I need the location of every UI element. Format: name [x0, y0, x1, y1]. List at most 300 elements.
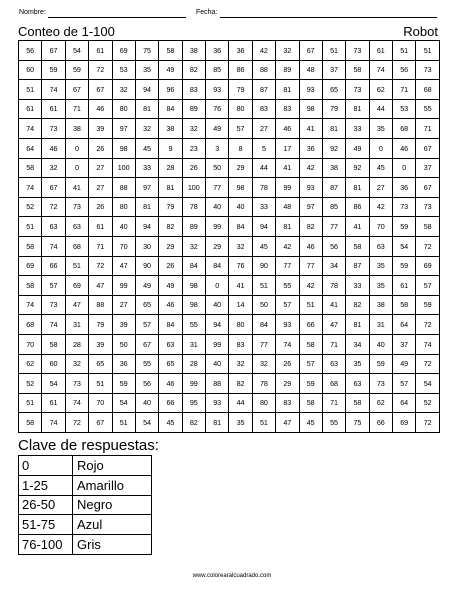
grid-cell[interactable]: 44 [369, 99, 392, 119]
grid-cell[interactable]: 75 [135, 41, 158, 61]
grid-cell[interactable]: 66 [299, 315, 322, 335]
grid-cell[interactable]: 72 [65, 413, 88, 433]
grid-cell[interactable]: 84 [206, 256, 229, 276]
grid-cell[interactable]: 90 [135, 256, 158, 276]
grid-cell[interactable]: 74 [42, 80, 65, 100]
grid-cell[interactable]: 34 [346, 334, 369, 354]
grid-cell[interactable]: 77 [206, 178, 229, 198]
grid-cell[interactable]: 53 [393, 99, 416, 119]
grid-cell[interactable]: 83 [252, 99, 275, 119]
grid-cell[interactable]: 72 [89, 256, 112, 276]
grid-cell[interactable]: 58 [42, 334, 65, 354]
grid-cell[interactable]: 89 [182, 217, 205, 237]
grid-cell[interactable]: 81 [346, 178, 369, 198]
grid-cell[interactable]: 87 [346, 256, 369, 276]
grid-cell[interactable]: 26 [276, 354, 299, 374]
grid-cell[interactable]: 83 [229, 334, 252, 354]
grid-cell[interactable]: 81 [346, 99, 369, 119]
grid-cell[interactable]: 0 [206, 276, 229, 296]
grid-cell[interactable]: 67 [135, 334, 158, 354]
grid-cell[interactable]: 99 [182, 374, 205, 394]
grid-cell[interactable]: 74 [42, 315, 65, 335]
grid-cell[interactable]: 84 [159, 99, 182, 119]
grid-cell[interactable]: 41 [229, 276, 252, 296]
grid-cell[interactable]: 81 [346, 315, 369, 335]
grid-cell[interactable]: 74 [42, 236, 65, 256]
grid-cell[interactable]: 94 [206, 315, 229, 335]
grid-cell[interactable]: 60 [19, 60, 42, 80]
grid-cell[interactable]: 28 [65, 334, 88, 354]
grid-cell[interactable]: 46 [89, 99, 112, 119]
grid-cell[interactable]: 66 [369, 413, 392, 433]
grid-cell[interactable]: 69 [65, 276, 88, 296]
grid-cell[interactable]: 94 [252, 217, 275, 237]
grid-cell[interactable]: 37 [416, 158, 440, 178]
grid-cell[interactable]: 37 [393, 334, 416, 354]
grid-cell[interactable]: 32 [276, 41, 299, 61]
grid-cell[interactable]: 100 [182, 178, 205, 198]
grid-cell[interactable]: 80 [229, 99, 252, 119]
grid-cell[interactable]: 82 [182, 413, 205, 433]
grid-cell[interactable]: 40 [229, 197, 252, 217]
grid-cell[interactable]: 79 [229, 80, 252, 100]
grid-cell[interactable]: 65 [135, 295, 158, 315]
grid-cell[interactable]: 93 [299, 80, 322, 100]
grid-cell[interactable]: 76 [206, 99, 229, 119]
grid-cell[interactable]: 58 [346, 60, 369, 80]
grid-cell[interactable]: 33 [346, 276, 369, 296]
grid-cell[interactable]: 68 [393, 119, 416, 139]
grid-cell[interactable]: 45 [299, 413, 322, 433]
grid-cell[interactable]: 55 [416, 99, 440, 119]
grid-cell[interactable]: 27 [89, 158, 112, 178]
grid-cell[interactable]: 46 [299, 236, 322, 256]
grid-cell[interactable]: 99 [112, 276, 135, 296]
grid-cell[interactable]: 54 [42, 374, 65, 394]
grid-cell[interactable]: 26 [89, 138, 112, 158]
grid-cell[interactable]: 67 [42, 178, 65, 198]
grid-cell[interactable]: 98 [229, 178, 252, 198]
grid-cell[interactable]: 26 [159, 256, 182, 276]
grid-cell[interactable]: 54 [393, 236, 416, 256]
grid-cell[interactable]: 50 [206, 158, 229, 178]
grid-cell[interactable]: 58 [19, 276, 42, 296]
grid-cell[interactable]: 38 [159, 119, 182, 139]
grid-cell[interactable]: 73 [65, 374, 88, 394]
grid-cell[interactable]: 41 [346, 217, 369, 237]
grid-cell[interactable]: 35 [369, 119, 392, 139]
grid-cell[interactable]: 67 [416, 138, 440, 158]
grid-cell[interactable]: 100 [112, 158, 135, 178]
grid-cell[interactable]: 59 [369, 354, 392, 374]
grid-cell[interactable]: 68 [416, 80, 440, 100]
grid-cell[interactable]: 58 [299, 334, 322, 354]
grid-cell[interactable]: 69 [393, 413, 416, 433]
grid-cell[interactable]: 41 [322, 295, 345, 315]
grid-cell[interactable]: 46 [276, 119, 299, 139]
grid-cell[interactable]: 26 [182, 158, 205, 178]
grid-cell[interactable]: 79 [89, 315, 112, 335]
grid-cell[interactable]: 54 [135, 413, 158, 433]
grid-cell[interactable]: 55 [276, 276, 299, 296]
grid-cell[interactable]: 51 [299, 295, 322, 315]
grid-cell[interactable]: 35 [229, 413, 252, 433]
grid-cell[interactable]: 54 [65, 41, 88, 61]
grid-cell[interactable]: 82 [182, 60, 205, 80]
grid-cell[interactable]: 67 [89, 80, 112, 100]
grid-cell[interactable]: 8 [229, 138, 252, 158]
grid-cell[interactable]: 71 [416, 119, 440, 139]
grid-cell[interactable]: 63 [369, 236, 392, 256]
grid-cell[interactable]: 88 [206, 374, 229, 394]
grid-cell[interactable]: 98 [182, 276, 205, 296]
grid-cell[interactable]: 84 [229, 217, 252, 237]
grid-cell[interactable]: 81 [276, 217, 299, 237]
grid-cell[interactable]: 57 [42, 276, 65, 296]
grid-cell[interactable]: 64 [393, 315, 416, 335]
grid-cell[interactable]: 71 [89, 236, 112, 256]
grid-cell[interactable]: 74 [19, 119, 42, 139]
grid-cell[interactable]: 52 [19, 197, 42, 217]
grid-cell[interactable]: 65 [322, 80, 345, 100]
grid-cell[interactable]: 40 [369, 334, 392, 354]
grid-cell[interactable]: 32 [135, 119, 158, 139]
grid-cell[interactable]: 61 [369, 41, 392, 61]
grid-cell[interactable]: 53 [112, 60, 135, 80]
grid-cell[interactable]: 97 [112, 119, 135, 139]
grid-cell[interactable]: 77 [299, 256, 322, 276]
grid-cell[interactable]: 3 [206, 138, 229, 158]
grid-cell[interactable]: 85 [322, 197, 345, 217]
grid-cell[interactable]: 63 [322, 354, 345, 374]
grid-cell[interactable]: 61 [89, 217, 112, 237]
grid-cell[interactable]: 73 [369, 374, 392, 394]
grid-cell[interactable]: 71 [65, 99, 88, 119]
grid-cell[interactable]: 26 [89, 197, 112, 217]
grid-cell[interactable]: 52 [19, 374, 42, 394]
grid-cell[interactable]: 33 [135, 158, 158, 178]
grid-cell[interactable]: 80 [252, 393, 275, 413]
grid-cell[interactable]: 71 [322, 334, 345, 354]
grid-cell[interactable]: 74 [276, 334, 299, 354]
grid-cell[interactable]: 52 [416, 393, 440, 413]
grid-cell[interactable]: 44 [229, 393, 252, 413]
grid-cell[interactable]: 51 [19, 80, 42, 100]
grid-cell[interactable]: 45 [135, 138, 158, 158]
grid-cell[interactable]: 59 [416, 295, 440, 315]
grid-cell[interactable]: 74 [65, 393, 88, 413]
grid-cell[interactable]: 74 [42, 413, 65, 433]
grid-cell[interactable]: 69 [416, 256, 440, 276]
grid-cell[interactable]: 76 [229, 256, 252, 276]
grid-cell[interactable]: 58 [19, 236, 42, 256]
grid-cell[interactable]: 27 [89, 178, 112, 198]
grid-cell[interactable]: 35 [135, 60, 158, 80]
grid-cell[interactable]: 82 [346, 295, 369, 315]
grid-cell[interactable]: 88 [252, 60, 275, 80]
grid-cell[interactable]: 79 [322, 99, 345, 119]
grid-cell[interactable]: 28 [159, 158, 182, 178]
grid-cell[interactable]: 68 [19, 315, 42, 335]
grid-cell[interactable]: 83 [276, 393, 299, 413]
grid-cell[interactable]: 48 [276, 197, 299, 217]
grid-cell[interactable]: 27 [369, 178, 392, 198]
grid-cell[interactable]: 98 [299, 99, 322, 119]
grid-cell[interactable]: 41 [276, 158, 299, 178]
grid-cell[interactable]: 74 [19, 295, 42, 315]
grid-cell[interactable]: 83 [182, 80, 205, 100]
grid-cell[interactable]: 41 [299, 119, 322, 139]
grid-cell[interactable]: 54 [112, 393, 135, 413]
grid-cell[interactable]: 82 [159, 217, 182, 237]
grid-cell[interactable]: 77 [252, 334, 275, 354]
grid-cell[interactable]: 40 [112, 217, 135, 237]
grid-cell[interactable]: 27 [112, 295, 135, 315]
grid-cell[interactable]: 72 [416, 354, 440, 374]
grid-cell[interactable]: 62 [369, 393, 392, 413]
grid-cell[interactable]: 99 [206, 334, 229, 354]
grid-cell[interactable]: 72 [89, 60, 112, 80]
grid-cell[interactable]: 42 [369, 197, 392, 217]
grid-cell[interactable]: 0 [369, 138, 392, 158]
grid-cell[interactable]: 56 [393, 60, 416, 80]
grid-cell[interactable]: 57 [416, 276, 440, 296]
grid-cell[interactable]: 67 [299, 41, 322, 61]
grid-cell[interactable]: 38 [65, 119, 88, 139]
grid-cell[interactable]: 58 [299, 393, 322, 413]
grid-cell[interactable]: 51 [322, 41, 345, 61]
grid-cell[interactable]: 93 [276, 315, 299, 335]
grid-cell[interactable]: 63 [346, 374, 369, 394]
grid-cell[interactable]: 63 [65, 217, 88, 237]
grid-cell[interactable]: 39 [89, 334, 112, 354]
grid-cell[interactable]: 40 [206, 354, 229, 374]
grid-cell[interactable]: 45 [369, 158, 392, 178]
grid-cell[interactable]: 59 [65, 60, 88, 80]
grid-cell[interactable]: 47 [276, 413, 299, 433]
grid-cell[interactable]: 74 [416, 334, 440, 354]
grid-cell[interactable]: 40 [135, 393, 158, 413]
grid-cell[interactable]: 59 [393, 256, 416, 276]
grid-cell[interactable]: 60 [42, 354, 65, 374]
grid-cell[interactable]: 32 [252, 354, 275, 374]
grid-cell[interactable]: 33 [346, 119, 369, 139]
grid-cell[interactable]: 36 [299, 138, 322, 158]
grid-cell[interactable]: 73 [393, 197, 416, 217]
grid-cell[interactable]: 51 [89, 374, 112, 394]
grid-cell[interactable]: 93 [206, 80, 229, 100]
grid-cell[interactable]: 49 [135, 276, 158, 296]
grid-cell[interactable]: 40 [206, 295, 229, 315]
grid-cell[interactable]: 27 [252, 119, 275, 139]
grid-cell[interactable]: 51 [416, 41, 440, 61]
grid-cell[interactable]: 40 [206, 197, 229, 217]
grid-cell[interactable]: 56 [322, 236, 345, 256]
grid-cell[interactable]: 69 [19, 256, 42, 276]
grid-cell[interactable]: 49 [393, 354, 416, 374]
grid-cell[interactable]: 70 [19, 334, 42, 354]
grid-cell[interactable]: 87 [252, 80, 275, 100]
grid-cell[interactable]: 29 [206, 236, 229, 256]
grid-cell[interactable]: 66 [42, 256, 65, 276]
grid-cell[interactable]: 51 [252, 413, 275, 433]
grid-cell[interactable]: 33 [252, 197, 275, 217]
grid-cell[interactable]: 84 [252, 315, 275, 335]
grid-cell[interactable]: 48 [299, 60, 322, 80]
grid-cell[interactable]: 67 [42, 41, 65, 61]
grid-cell[interactable]: 58 [416, 217, 440, 237]
grid-cell[interactable]: 45 [252, 236, 275, 256]
grid-cell[interactable]: 47 [65, 295, 88, 315]
grid-cell[interactable]: 46 [159, 374, 182, 394]
grid-cell[interactable]: 31 [182, 334, 205, 354]
grid-cell[interactable]: 62 [369, 80, 392, 100]
grid-cell[interactable]: 78 [182, 197, 205, 217]
grid-cell[interactable]: 28 [182, 354, 205, 374]
grid-cell[interactable]: 59 [112, 374, 135, 394]
grid-cell[interactable]: 73 [416, 60, 440, 80]
grid-cell[interactable]: 57 [299, 354, 322, 374]
grid-cell[interactable]: 39 [89, 119, 112, 139]
grid-cell[interactable]: 73 [346, 80, 369, 100]
grid-cell[interactable]: 63 [159, 334, 182, 354]
grid-cell[interactable]: 50 [252, 295, 275, 315]
grid-cell[interactable]: 0 [65, 158, 88, 178]
grid-cell[interactable]: 85 [206, 60, 229, 80]
grid-cell[interactable]: 87 [322, 178, 345, 198]
grid-cell[interactable]: 75 [346, 413, 369, 433]
grid-cell[interactable]: 31 [369, 315, 392, 335]
grid-cell[interactable]: 74 [369, 60, 392, 80]
grid-cell[interactable]: 42 [252, 41, 275, 61]
grid-cell[interactable]: 65 [89, 354, 112, 374]
grid-cell[interactable]: 0 [65, 138, 88, 158]
grid-cell[interactable]: 90 [252, 256, 275, 276]
grid-cell[interactable]: 72 [416, 236, 440, 256]
grid-cell[interactable]: 5 [252, 138, 275, 158]
grid-cell[interactable]: 59 [42, 60, 65, 80]
grid-cell[interactable]: 51 [65, 256, 88, 276]
grid-cell[interactable]: 49 [206, 119, 229, 139]
grid-cell[interactable]: 71 [393, 80, 416, 100]
grid-cell[interactable]: 32 [182, 236, 205, 256]
grid-cell[interactable]: 73 [346, 41, 369, 61]
grid-cell[interactable]: 95 [182, 393, 205, 413]
grid-cell[interactable]: 81 [159, 178, 182, 198]
grid-cell[interactable]: 49 [159, 276, 182, 296]
grid-cell[interactable]: 58 [159, 41, 182, 61]
grid-cell[interactable]: 47 [322, 315, 345, 335]
grid-cell[interactable]: 83 [276, 99, 299, 119]
grid-cell[interactable]: 58 [19, 158, 42, 178]
grid-cell[interactable]: 35 [369, 276, 392, 296]
grid-cell[interactable]: 38 [369, 295, 392, 315]
grid-cell[interactable]: 29 [229, 158, 252, 178]
grid-cell[interactable]: 68 [322, 374, 345, 394]
grid-cell[interactable]: 58 [19, 413, 42, 433]
grid-cell[interactable]: 70 [369, 217, 392, 237]
grid-cell[interactable]: 51 [112, 413, 135, 433]
grid-cell[interactable]: 9 [159, 138, 182, 158]
grid-cell[interactable]: 51 [19, 217, 42, 237]
grid-cell[interactable]: 59 [393, 217, 416, 237]
grid-cell[interactable]: 57 [393, 374, 416, 394]
grid-cell[interactable]: 50 [112, 334, 135, 354]
grid-cell[interactable]: 88 [112, 178, 135, 198]
grid-cell[interactable]: 58 [346, 236, 369, 256]
grid-cell[interactable]: 80 [229, 315, 252, 335]
grid-cell[interactable]: 49 [159, 60, 182, 80]
grid-cell[interactable]: 29 [276, 374, 299, 394]
grid-cell[interactable]: 61 [393, 276, 416, 296]
grid-cell[interactable]: 38 [182, 41, 205, 61]
grid-cell[interactable]: 37 [322, 60, 345, 80]
grid-cell[interactable]: 65 [159, 354, 182, 374]
grid-cell[interactable]: 89 [276, 60, 299, 80]
grid-cell[interactable]: 67 [89, 413, 112, 433]
grid-cell[interactable]: 46 [393, 138, 416, 158]
grid-cell[interactable]: 14 [229, 295, 252, 315]
grid-cell[interactable]: 61 [89, 41, 112, 61]
grid-cell[interactable]: 78 [322, 276, 345, 296]
grid-cell[interactable]: 72 [416, 315, 440, 335]
grid-cell[interactable]: 81 [135, 197, 158, 217]
grid-cell[interactable]: 29 [159, 236, 182, 256]
grid-cell[interactable]: 77 [322, 217, 345, 237]
grid-cell[interactable]: 70 [112, 236, 135, 256]
grid-cell[interactable]: 86 [229, 60, 252, 80]
grid-cell[interactable]: 54 [416, 374, 440, 394]
grid-cell[interactable]: 35 [346, 354, 369, 374]
grid-cell[interactable]: 57 [276, 295, 299, 315]
grid-cell[interactable]: 39 [112, 315, 135, 335]
grid-cell[interactable]: 56 [19, 41, 42, 61]
grid-cell[interactable]: 81 [276, 80, 299, 100]
grid-cell[interactable]: 84 [182, 256, 205, 276]
grid-cell[interactable]: 47 [89, 276, 112, 296]
grid-cell[interactable]: 82 [229, 374, 252, 394]
grid-cell[interactable]: 51 [19, 393, 42, 413]
grid-cell[interactable]: 97 [299, 197, 322, 217]
grid-cell[interactable]: 92 [322, 138, 345, 158]
grid-cell[interactable]: 59 [299, 374, 322, 394]
grid-cell[interactable]: 81 [135, 99, 158, 119]
grid-cell[interactable]: 57 [135, 315, 158, 335]
grid-cell[interactable]: 66 [159, 393, 182, 413]
grid-cell[interactable]: 23 [182, 138, 205, 158]
grid-cell[interactable]: 57 [229, 119, 252, 139]
grid-cell[interactable]: 88 [89, 295, 112, 315]
grid-cell[interactable]: 56 [135, 374, 158, 394]
grid-cell[interactable]: 72 [42, 197, 65, 217]
grid-cell[interactable]: 99 [276, 178, 299, 198]
grid-cell[interactable]: 94 [135, 80, 158, 100]
grid-cell[interactable]: 97 [135, 178, 158, 198]
grid-cell[interactable]: 42 [299, 158, 322, 178]
grid-cell[interactable]: 67 [65, 80, 88, 100]
grid-cell[interactable]: 73 [42, 119, 65, 139]
grid-cell[interactable]: 72 [416, 413, 440, 433]
grid-cell[interactable]: 70 [89, 393, 112, 413]
grid-cell[interactable]: 78 [252, 178, 275, 198]
grid-cell[interactable]: 47 [112, 256, 135, 276]
grid-cell[interactable]: 36 [112, 354, 135, 374]
grid-cell[interactable]: 32 [229, 236, 252, 256]
grid-cell[interactable]: 38 [322, 158, 345, 178]
grid-cell[interactable]: 32 [229, 354, 252, 374]
grid-cell[interactable]: 78 [252, 374, 275, 394]
grid-cell[interactable]: 17 [276, 138, 299, 158]
